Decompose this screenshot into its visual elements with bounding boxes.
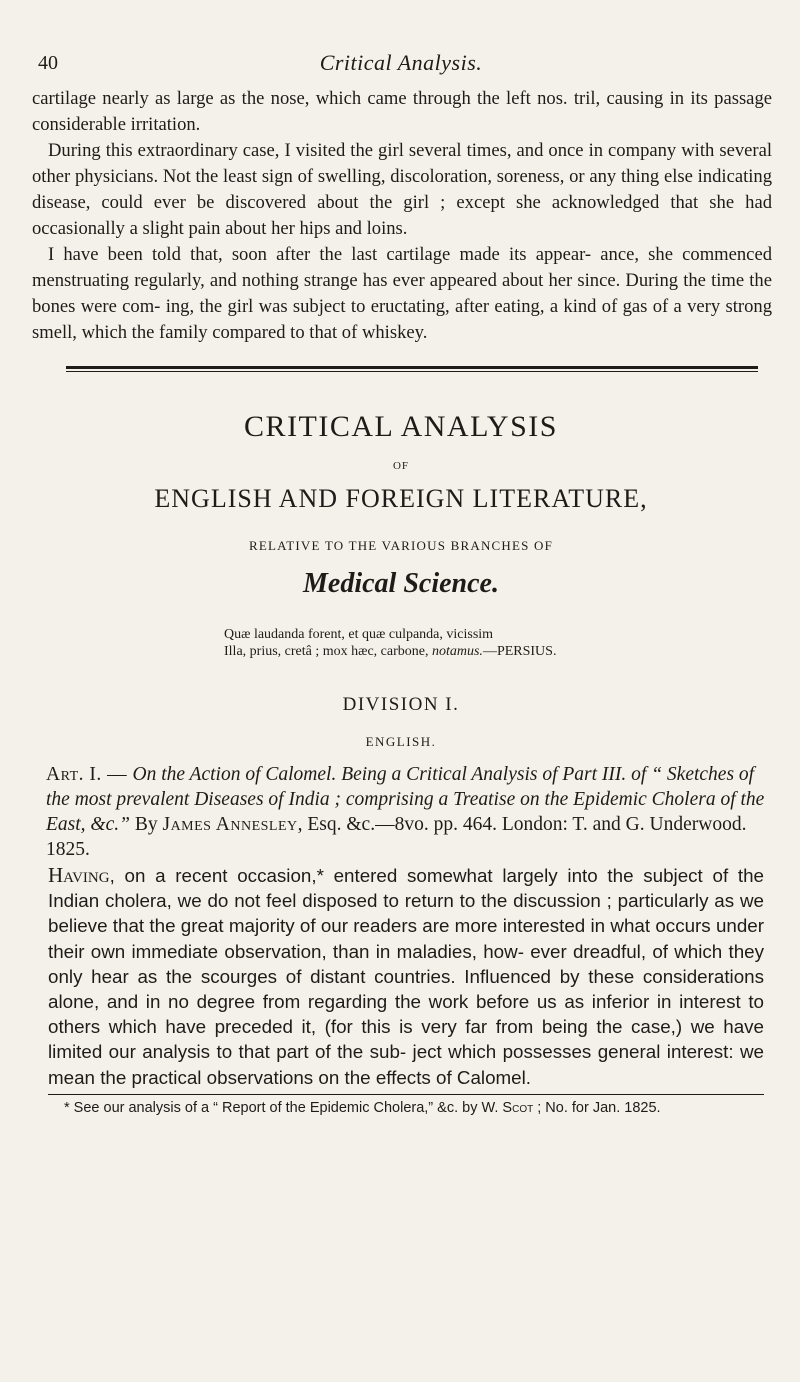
continued-text <box>24 86 778 346</box>
section-divider <box>66 366 758 372</box>
latin-motto <box>224 626 778 660</box>
motto-italic: notamus. <box>431 644 483 659</box>
article-title: On the Action of Calomel. Being a Critical Analysis of Part III. of “ Sketches of the most prevalent Diseases of India ; comprising a Treatise on the Epidemic Cholera of the East, &c.” <box>46 764 765 835</box>
body-text: , on a recent occasion,* entered somewhat largely into the subject of the Indian cholera, we do not feel disposed to return to the discussion ; particularly as we believe that the great majority of our readers are more interested in what occurs under their own immediate observation, than in maladies, how- ever dreadful, of which they only hear as the scourges of distant countries. Influenced by these considerations alone, and in no degree from regarding the work before us as inferior in interest to others which have preceded it, (for this is very far from being the case,) we have limited our analysis to that part of the sub- ject which possesses general interest: we mean the practical observations on the effects of Calomel. <box>48 865 764 1088</box>
motto-line: Quæ laudanda forent, et quæ culpanda, vicissim <box>224 627 494 642</box>
article-details: , Esq. &c.—8vo. pp. 464. London: T. and G. Underwood. 1825. <box>46 814 747 860</box>
page-header <box>24 46 778 80</box>
section-relative-line: RELATIVE TO THE VARIOUS BRANCHES OF <box>248 538 554 553</box>
footnote-author: W. Scot <box>481 1099 534 1116</box>
paragraph: cartilage nearly as large as the nose, which came through the left nos. tril, causing in its passage considerable irritation. <box>32 88 772 135</box>
article-body <box>48 863 764 1090</box>
footnote-text: * See our analysis of a “ Report of the Epidemic Cholera,” &c. by <box>64 1099 482 1116</box>
article-label: Art. I. — <box>46 764 133 785</box>
section-subtitle: ENGLISH AND FOREIGN LITERATURE, <box>154 484 648 513</box>
footnote-text: ; No. for Jan. 1825. <box>533 1099 661 1116</box>
section-of: OF <box>392 460 410 472</box>
section-title: CRITICAL ANALYSIS <box>244 410 558 443</box>
running-title: Critical Analysis. <box>319 50 483 75</box>
footnote <box>48 1099 764 1117</box>
article-heading <box>46 762 772 862</box>
paragraph: During this extraordinary case, I visited the girl several times, and once in company with several other physicians. Not the least sign of swelling, discoloration, soreness, or any thing else indicating disease, could ever be discovered about the girl ; except she acknowledged that she had occasionally a slight pain about her hips and loins. <box>32 140 772 239</box>
motto-text: Illa, prius, cretâ ; mox hæc, carbone, <box>224 644 432 659</box>
page-number: 40 <box>38 52 58 74</box>
division-title: DIVISION I. <box>342 694 460 715</box>
divider-thin-rule <box>66 371 758 372</box>
footnote-rule <box>48 1094 764 1095</box>
divider-thick-rule <box>66 366 758 369</box>
division-subtitle: ENGLISH. <box>365 734 437 749</box>
motto-line <box>224 643 778 660</box>
section-science: Medical Science. <box>303 568 499 599</box>
motto-attribution: —PERSIUS. <box>482 644 557 659</box>
article-by: By <box>129 814 163 835</box>
paragraph: I have been told that, soon after the last cartilage made its appear- ance, she commenced menstruating regularly, and nothing strange has ever appeared about her since. During the time the bones were com- ing, the girl was subject to eructating, after eating, a kind of gas of a very strong smell, which the family compared to that of whiskey. <box>32 244 772 343</box>
lead-word: Having <box>48 863 110 887</box>
article-author: James Annesley <box>162 814 298 835</box>
